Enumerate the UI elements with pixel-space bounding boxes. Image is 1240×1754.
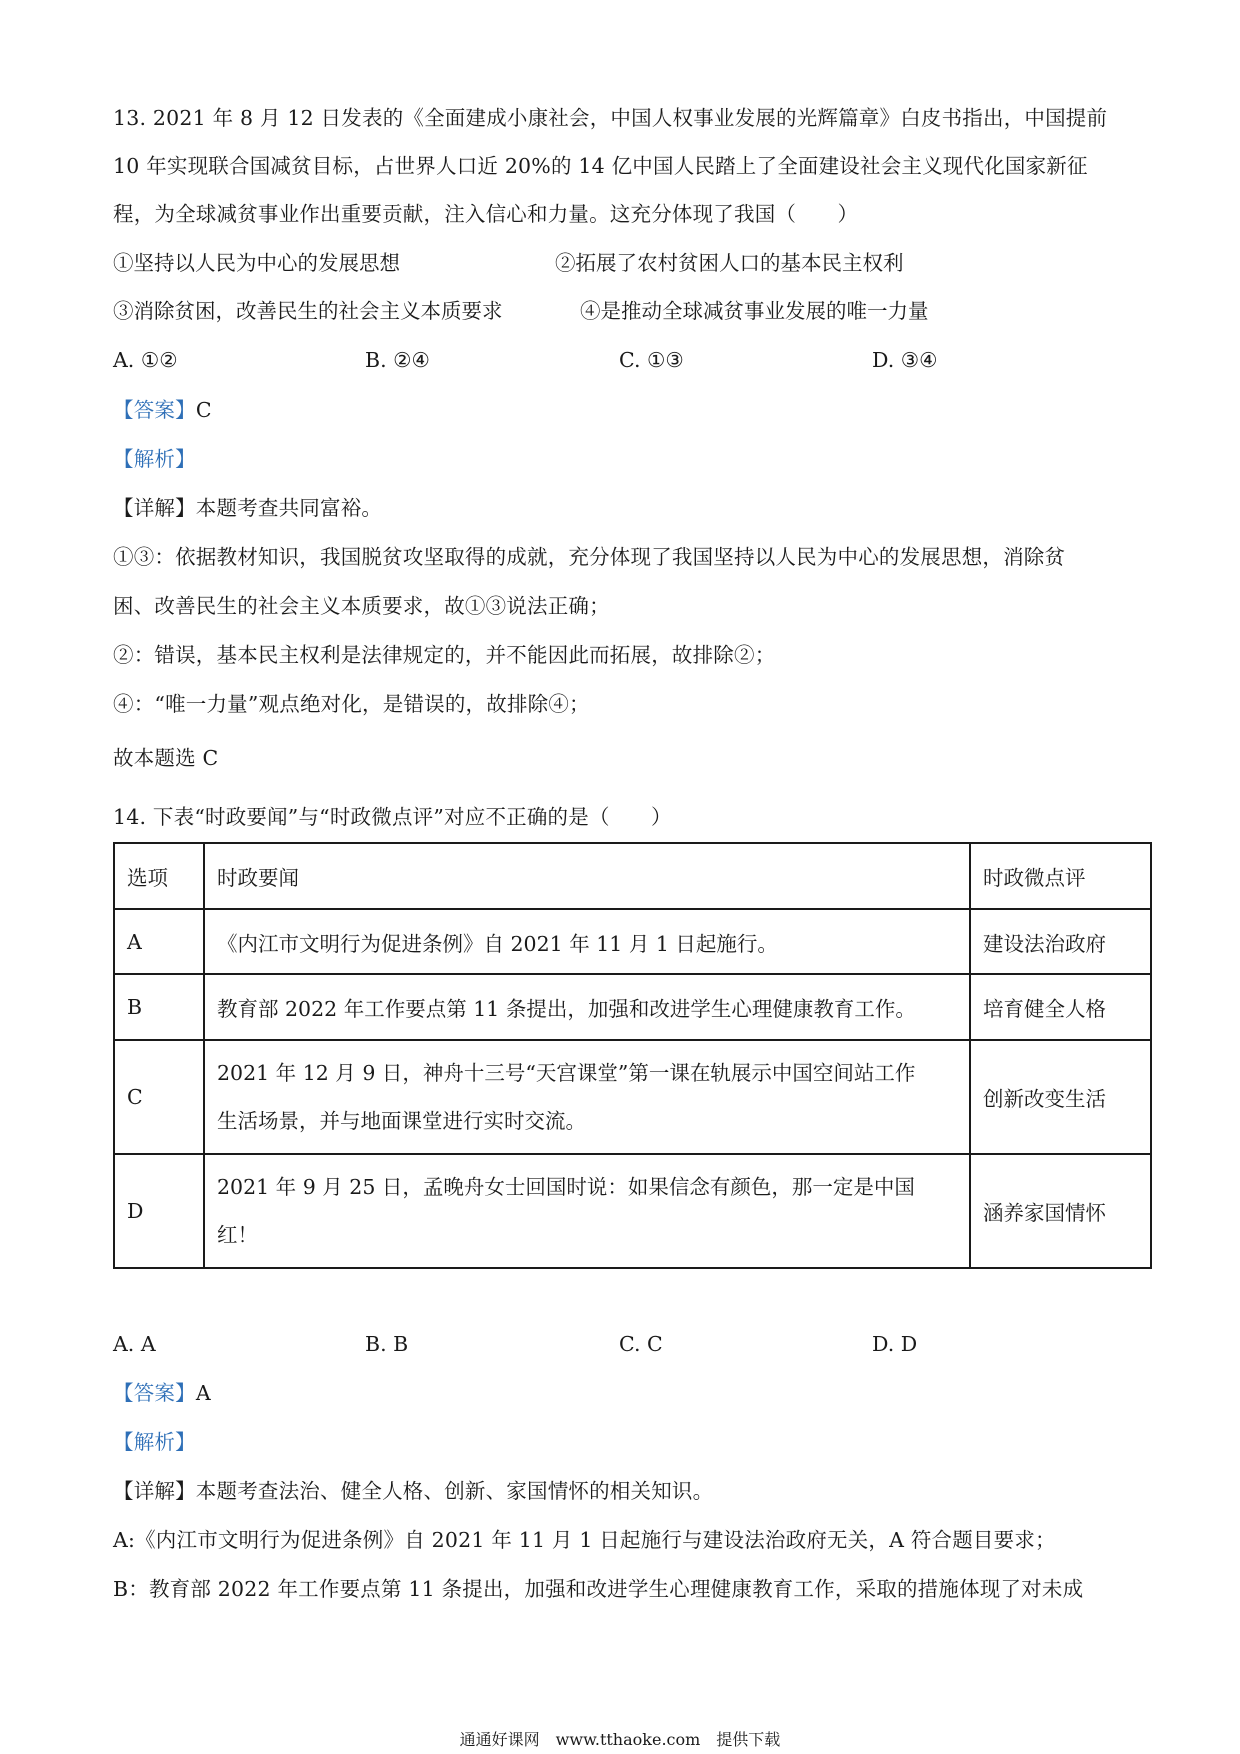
row-d-comment: 涵养家国情怀 <box>970 1154 1151 1268</box>
q13-statement-1: ①坚持以人民为中心的发展思想 <box>113 251 400 275</box>
row-c-news-line-1: 2021 年 12 月 9 日，神舟十三号“天宫课堂”第一课在轨展示中国空间站工作 <box>217 1061 916 1085</box>
q14-answer <box>113 1379 211 1407</box>
q14-option-d: D. D <box>872 1332 918 1356</box>
answer-value: A <box>195 1381 211 1405</box>
q13-detail-line-3: 困、改善民生的社会主义本质要求，故①③说法正确； <box>113 594 610 618</box>
q14-detail-line-1: 【详解】本题考查法治、健全人格、创新、家国情怀的相关知识。 <box>113 1479 714 1503</box>
table-header-row <box>114 843 1151 909</box>
q14-option-c: C. C <box>619 1332 663 1356</box>
q13-stem-line-3: 程，为全球减贫事业作出重要贡献，注入信心和力量。这充分体现了我国（ ） <box>113 202 859 226</box>
header-news: 时政要闻 <box>204 843 970 909</box>
q13-detail-line-5: ④：“唯一力量”观点绝对化，是错误的，故排除④； <box>113 692 590 716</box>
answer-tag: 【答案】 <box>113 1381 196 1405</box>
q14-stem: 14. 下表“时政要闻”与“时政微点评”对应不正确的是（ ） <box>113 805 672 829</box>
q14-detail-line-3: B：教育部 2022 年工作要点第 11 条提出，加强和改进学生心理健康教育工作，采取的措施体现了对未成 <box>113 1577 1084 1601</box>
q13-statement-4: ④是推动全球减贫事业发展的唯一力量 <box>580 299 929 323</box>
row-b-comment: 培育健全人格 <box>970 974 1151 1040</box>
row-a-option: A <box>114 909 204 974</box>
q13-option-c: C. ①③ <box>619 348 684 372</box>
q13-detail-line-6: 故本题选 C <box>113 746 219 770</box>
row-d-news-line-1: 2021 年 9 月 25 日，孟晚舟女士回国时说：如果信念有颜色，那一定是中国 <box>217 1175 915 1199</box>
answer-tag: 【答案】 <box>113 398 196 422</box>
q13-detail-line-4: ②：错误，基本民主权利是法律规定的，并不能因此而拓展，故排除②； <box>113 643 776 667</box>
row-b-news: 教育部 2022 年工作要点第 11 条提出，加强和改进学生心理健康教育工作。 <box>204 974 970 1040</box>
table-row <box>114 974 1151 1040</box>
row-a-news: 《内江市文明行为促进条例》自 2021 年 11 月 1 日起施行。 <box>204 909 970 974</box>
q13-stem-line-1: 13. 2021 年 8 月 12 日发表的《全面建成小康社会，中国人权事业发展的光辉篇章》白皮书指出，中国提前 <box>113 106 1108 130</box>
table-row <box>114 1040 1151 1154</box>
page-footer: 通通好课网 www.tthaoke.com 提供下载 <box>459 1730 781 1749</box>
table-row <box>114 909 1151 974</box>
header-option: 选项 <box>114 843 204 909</box>
row-b-option: B <box>114 974 204 1040</box>
row-c-comment: 创新改变生活 <box>970 1040 1151 1154</box>
q13-option-b: B. ②④ <box>365 348 430 372</box>
row-c-news <box>204 1040 970 1154</box>
row-d-news-line-2: 红！ <box>217 1223 258 1247</box>
news-table <box>113 842 1152 1269</box>
table-row <box>114 1154 1151 1268</box>
header-comment: 时政微点评 <box>970 843 1151 909</box>
q13-option-a: A. ①② <box>113 348 178 372</box>
row-d-option: D <box>114 1154 204 1268</box>
q13-answer <box>113 396 212 424</box>
q13-detail-line-2: ①③：依据教材知识，我国脱贫攻坚取得的成就，充分体现了我国坚持以人民为中心的发展思想，消除贫 <box>113 545 1066 569</box>
q14-option-a: A. A <box>113 1332 156 1356</box>
q13-statement-2: ②拓展了农村贫困人口的基本民主权利 <box>555 251 904 275</box>
row-c-option: C <box>114 1040 204 1154</box>
q13-analysis-tag: 【解析】 <box>113 447 196 471</box>
q13-detail-line-1: 【详解】本题考查共同富裕。 <box>113 496 383 520</box>
row-d-news <box>204 1154 970 1268</box>
answer-value: C <box>195 398 212 422</box>
q13-statement-3: ③消除贫困，改善民生的社会主义本质要求 <box>113 299 503 323</box>
q13-stem-line-2: 10 年实现联合国减贫目标，占世界人口近 20%的 14 亿中国人民踏上了全面建设社会主义现代化国家新征 <box>113 154 1088 178</box>
q13-option-d: D. ③④ <box>872 348 938 372</box>
row-c-news-line-2: 生活场景，并与地面课堂进行实时交流。 <box>217 1109 586 1133</box>
q14-detail-line-2: A:《内江市文明行为促进条例》自 2021 年 11 月 1 日起施行与建设法治政府无关，A 符合题目要求； <box>113 1528 1056 1552</box>
q14-analysis-tag: 【解析】 <box>113 1430 196 1454</box>
row-a-comment: 建设法治政府 <box>970 909 1151 974</box>
q14-option-b: B. B <box>365 1332 409 1356</box>
